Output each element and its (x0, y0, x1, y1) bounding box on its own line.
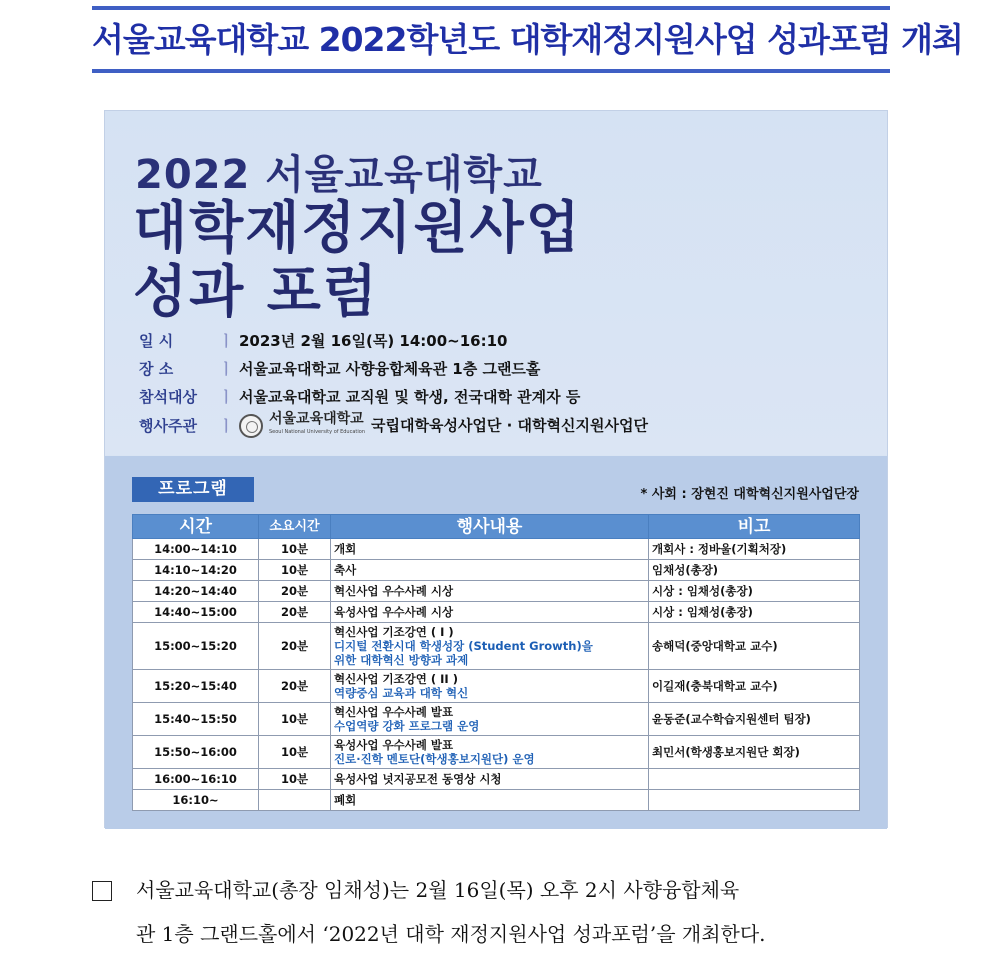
content-main: 개회 (334, 542, 357, 556)
cell-content (331, 602, 649, 623)
program-badge: 프로그램 (132, 477, 254, 502)
cell-duration: 20분 (259, 602, 331, 623)
table-row (133, 623, 860, 670)
cell-duration: 10분 (259, 769, 331, 790)
cell-note: 시상 : 임채성(총장) (649, 602, 860, 623)
cell-duration: 20분 (259, 581, 331, 602)
cell-time: 14:20~14:40 (133, 581, 259, 602)
header-content: 행사내용 (331, 515, 649, 539)
table-row (133, 736, 860, 769)
cell-time: 15:50~16:00 (133, 736, 259, 769)
info-value: 서울교육대학교 사향융합체육관 1층 그랜드홀 (239, 360, 541, 378)
cell-note: 윤동준(교수학습지원센터 팀장) (649, 703, 860, 736)
table-row (133, 581, 860, 602)
cell-duration (259, 790, 331, 811)
cell-duration: 10분 (259, 560, 331, 581)
cell-note: 최민서(학생홍보지원단 회장) (649, 736, 860, 769)
table-row (133, 670, 860, 703)
table-row (133, 539, 860, 560)
university-logo-text (269, 413, 365, 439)
table-header-row (133, 515, 860, 539)
cell-time: 14:40~15:00 (133, 602, 259, 623)
content-sub-2: 위한 대학혁신 방향과 과제 (334, 653, 469, 667)
cell-time: 16:00~16:10 (133, 769, 259, 790)
program-table (132, 514, 860, 811)
paragraph-line2: 관 1층 그랜드홀에서 ‘2022년 대학 재정지원사업 성과포럼’을 개최한다. (136, 922, 766, 946)
info-label: 장 소 (139, 360, 174, 378)
cell-duration: 20분 (259, 623, 331, 670)
info-separator: ㅣ (219, 388, 234, 406)
cell-content (331, 703, 649, 736)
cell-time: 15:00~15:20 (133, 623, 259, 670)
info-value: 서울교육대학교 교직원 및 학생, 전국대학 관계자 등 (239, 388, 581, 406)
cell-note (649, 790, 860, 811)
info-label: 행사주관 (139, 416, 197, 435)
info-value: 2023년 2월 16일(목) 14:00~16:10 (239, 332, 508, 350)
info-row-place (139, 357, 540, 381)
cell-note: 개회사 : 정바울(기획처장) (649, 539, 860, 560)
table-row (133, 703, 860, 736)
header-note: 비고 (649, 515, 860, 539)
cell-content (331, 581, 649, 602)
cell-note: 송해덕(중앙대학교 교수) (649, 623, 860, 670)
cell-time: 14:10~14:20 (133, 560, 259, 581)
info-separator: ㅣ (219, 416, 234, 435)
info-label: 일 시 (139, 332, 174, 350)
cell-duration: 10분 (259, 703, 331, 736)
content-sub: 진로·진학 멘토단(학생홍보지원단) 운영 (334, 752, 535, 766)
content-main: 혁신사업 우수사례 시상 (334, 584, 454, 598)
table-row (133, 560, 860, 581)
cell-time: 15:20~15:40 (133, 670, 259, 703)
info-separator: ㅣ (219, 332, 234, 350)
info-value: 국립대학육성사업단 · 대학혁신지원사업단 (371, 416, 648, 435)
content-main: 육성사업 우수사례 발표 (334, 738, 454, 752)
info-row-organizer (139, 413, 648, 437)
cell-duration: 20분 (259, 670, 331, 703)
university-seal-icon (239, 414, 263, 438)
cell-note: 이길재(충북대학교 교수) (649, 670, 860, 703)
info-separator: ㅣ (219, 360, 234, 378)
table-row (133, 769, 860, 790)
cell-note: 임채성(총장) (649, 560, 860, 581)
title-rule-top (92, 6, 890, 10)
cell-content (331, 623, 649, 670)
info-row-datetime (139, 329, 507, 353)
page-title: 서울교육대학교 2022학년도 대학재정지원사업 성과포럼 개최 (92, 20, 963, 59)
content-main: 혁신사업 우수사례 발표 (334, 705, 454, 719)
content-main: 축사 (334, 563, 357, 577)
cell-content (331, 769, 649, 790)
cell-content (331, 560, 649, 581)
content-sub: 수업역량 강화 프로그램 운영 (334, 719, 480, 733)
content-main: 육성사업 우수사례 시상 (334, 605, 454, 619)
header-duration: 소요시간 (259, 515, 331, 539)
cell-duration: 10분 (259, 539, 331, 560)
paragraph-line1: 서울교육대학교(총장 임채성)는 2월 16일(목) 오후 2시 사향융합체육 (136, 878, 740, 902)
table-row (133, 790, 860, 811)
cell-duration: 10분 (259, 736, 331, 769)
logo-name-en: Seoul National University of Education (269, 429, 365, 435)
title-rule-bottom (92, 69, 890, 73)
poster-year-line: 2022 서울교육대학교 (135, 152, 543, 198)
info-label: 참석대상 (139, 388, 197, 406)
table-row (133, 602, 860, 623)
logo-name-kr: 서울교육대학교 (269, 411, 364, 427)
header-time: 시간 (133, 515, 259, 539)
content-main: 육성사업 넛지공모전 동영상 시청 (334, 772, 502, 786)
cell-note: 시상 : 임채성(총장) (649, 581, 860, 602)
content-sub: 역량중심 교육과 대학 혁신 (334, 686, 469, 700)
university-logo (239, 413, 371, 439)
poster-title-line1: 대학재정지원사업 (133, 196, 582, 261)
poster-title-line2: 성과 포럼 (133, 260, 379, 325)
bullet-box-icon (92, 881, 112, 901)
cell-time: 15:40~15:50 (133, 703, 259, 736)
cell-time: 16:10~ (133, 790, 259, 811)
content-sub: 디지털 전환시대 학생성장 (Student Growth)을 (334, 639, 593, 653)
cell-time: 14:00~14:10 (133, 539, 259, 560)
host-note: * 사회 : 장현진 대학혁신지원사업단장 (640, 487, 859, 502)
cell-content (331, 790, 649, 811)
cell-note (649, 769, 860, 790)
forum-poster (104, 110, 888, 828)
info-row-attendees (139, 385, 580, 409)
cell-content (331, 736, 649, 769)
content-main: 폐회 (334, 793, 357, 807)
content-main: 혁신사업 기조강연 ( I ) (334, 625, 454, 639)
cell-content (331, 539, 649, 560)
content-main: 혁신사업 기조강연 ( II ) (334, 672, 458, 686)
cell-content (331, 670, 649, 703)
